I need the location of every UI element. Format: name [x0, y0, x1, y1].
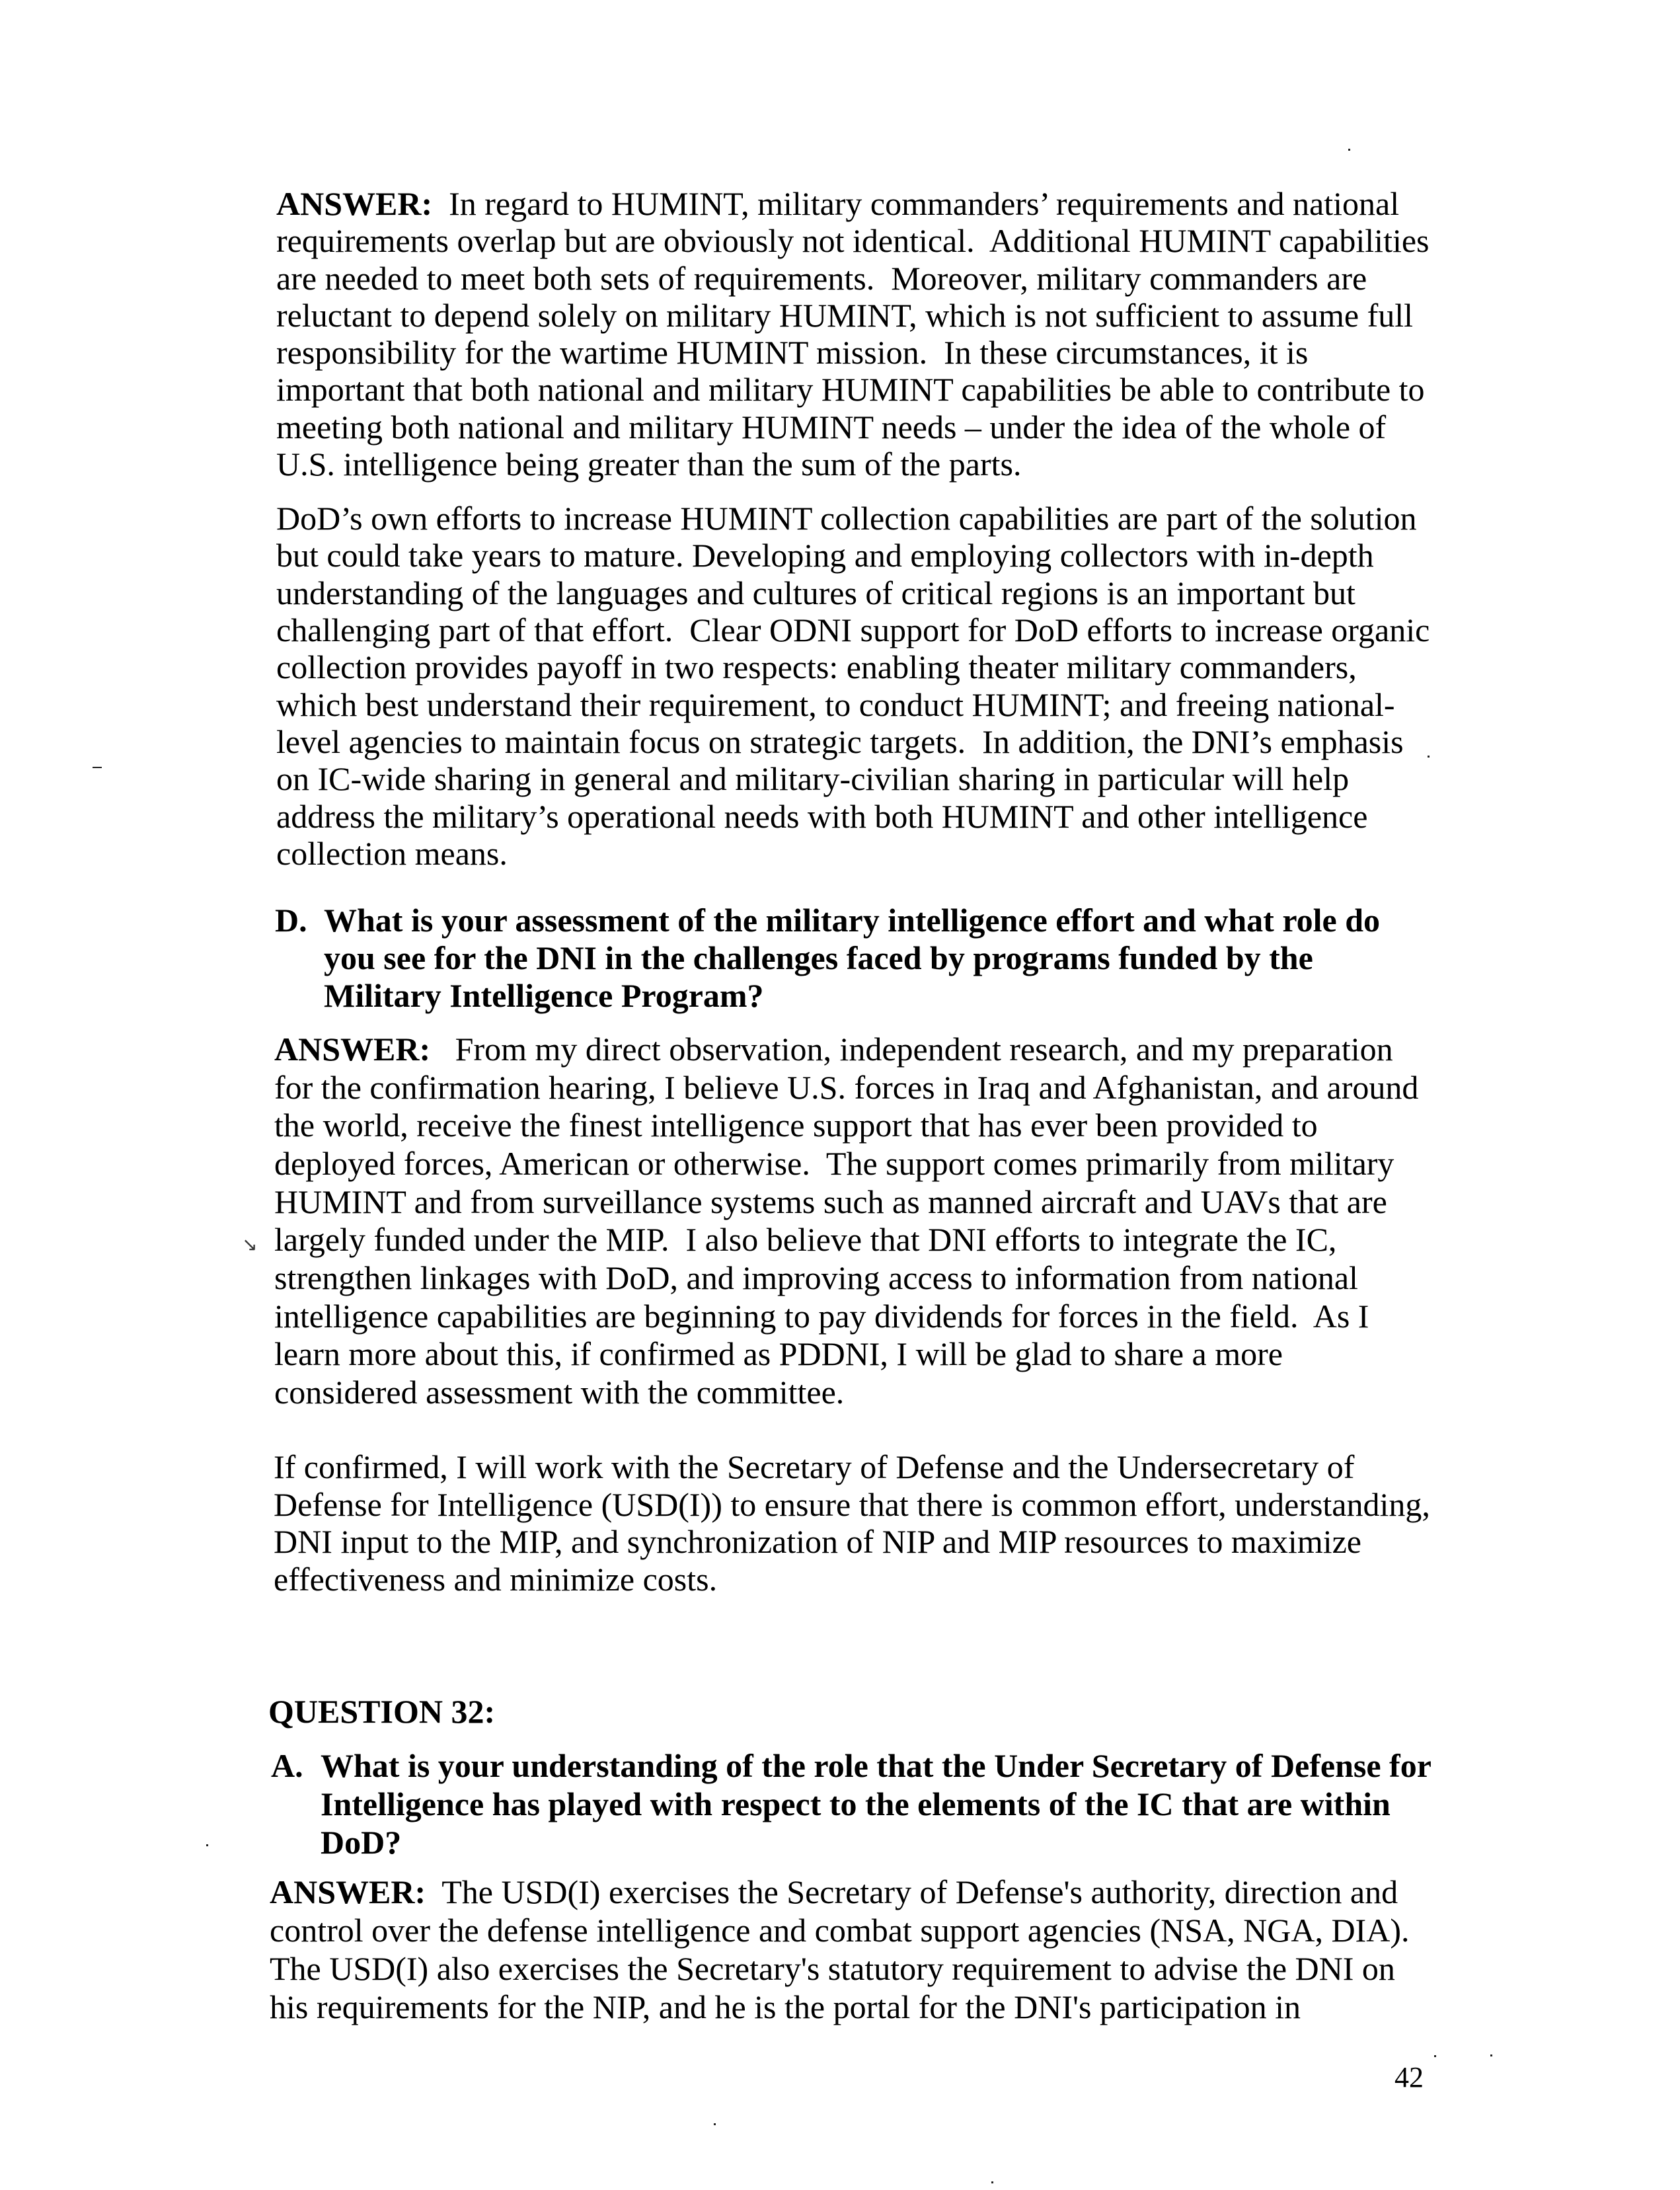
page-number: 42 — [1394, 2061, 1424, 2093]
answer-a-line-1 — [270, 1873, 1398, 1911]
answer-a-line-3: The USD(I) also exercises the Secretary's statutory requirement to advise the DNI on — [270, 1950, 1395, 1987]
paragraph-2-line-8: on IC-wide sharing in general and military-civilian sharing in particular will help — [276, 760, 1350, 797]
answer-text: The USD(I) exercises the Secretary of Defense's authority, direction and — [441, 1873, 1398, 1910]
question-d-label: D. — [275, 902, 307, 939]
answer-d-line-3: the world, receive the finest intelligence support that has ever been provided to — [274, 1107, 1318, 1144]
answer-label: ANSWER: — [274, 1031, 431, 1068]
scan-speck — [1490, 2054, 1492, 2056]
answer-d-line-2: for the confirmation hearing, I believe U.S. forces in Iraq and Afghanistan, and around — [274, 1069, 1419, 1106]
question-heading: QUESTION 32: — [268, 1693, 496, 1730]
paragraph-2-line-2: but could take years to mature. Developing and employing collectors with in-depth — [276, 537, 1374, 574]
answer-1-line-6: important that both national and military HUMINT capabilities be able to contribute to — [276, 371, 1425, 408]
answer-d-line-9: learn more about this, if confirmed as PDDNI, I will be glad to share a more — [274, 1335, 1283, 1372]
paragraph-confirmed-line-3: DNI input to the MIP, and synchronization of NIP and MIP resources to maximize — [274, 1523, 1361, 1560]
question-a-line-3: DoD? — [321, 1824, 402, 1861]
answer-d-line-7: strengthen linkages with DoD, and improving access to information from national — [274, 1259, 1358, 1296]
paragraph-2-line-5: collection provides payoff in two respects: enabling theater military commanders, — [276, 648, 1357, 685]
question-a-line-2: Intelligence has played with respect to the elements of the IC that are within — [321, 1785, 1391, 1822]
paragraph-2-line-7: level agencies to maintain focus on strategic targets. In addition, the DNI’s emphasis — [276, 723, 1404, 760]
question-a-line-1: What is your understanding of the role that the Under Secretary of Defense for — [321, 1747, 1432, 1784]
paragraph-confirmed-line-4: effectiveness and minimize costs. — [274, 1561, 718, 1598]
answer-text: From my direct observation, independent research, and my preparation — [447, 1031, 1393, 1068]
paragraph-confirmed-line-1: If confirmed, I will work with the Secretary of Defense and the Undersecretary of — [274, 1448, 1355, 1485]
answer-1-line-5: responsibility for the wartime HUMINT mission. In these circumstances, it is — [276, 334, 1309, 371]
answer-d-line-4: deployed forces, American or otherwise. The support comes primarily from military — [274, 1145, 1394, 1182]
scan-speck — [1434, 2055, 1436, 2057]
answer-label: ANSWER: — [270, 1873, 426, 1910]
answer-1-line-4: reluctant to depend solely on military HUMINT, which is not sufficient to assume full — [276, 297, 1414, 334]
answer-d-line-5: HUMINT and from surveillance systems such as manned aircraft and UAVs that are — [274, 1183, 1387, 1220]
answer-1-line-1 — [276, 185, 1399, 223]
paragraph-2-line-6: which best understand their requirement, to conduct HUMINT; and freeing national- — [276, 686, 1395, 723]
question-d-line-2: you see for the DNI in the challenges faced by programs funded by the — [324, 939, 1313, 976]
answer-1-line-8: U.S. intelligence being greater than the sum of the parts. — [276, 446, 1022, 483]
answer-label: ANSWER: — [276, 185, 433, 222]
scan-speck — [991, 2181, 993, 2183]
scan-speck — [714, 2123, 716, 2125]
paragraph-confirmed-line-2: Defense for Intelligence (USD(I)) to ensure that there is common effort, understanding, — [274, 1486, 1430, 1523]
answer-1-line-2: requirements overlap but are obviously not identical. Additional HUMINT capabilities — [276, 222, 1430, 259]
answer-a-line-2: control over the defense intelligence and combat support agencies (NSA, NGA, DIA). — [270, 1912, 1410, 1949]
question-a-label: A. — [271, 1747, 303, 1784]
answer-d-line-8: intelligence capabilities are beginning to pay dividends for forces in the field. As I — [274, 1298, 1369, 1335]
question-d-line-1: What is your assessment of the military intelligence effort and what role do — [324, 902, 1380, 939]
answer-1-line-3: are needed to meet both sets of requirements. Moreover, military commanders are — [276, 260, 1367, 297]
paragraph-2-line-4: challenging part of that effort. Clear ODNI support for DoD efforts to increase organic — [276, 611, 1430, 648]
paragraph-2-line-1: DoD’s own efforts to increase HUMINT collection capabilities are part of the solution — [276, 500, 1417, 537]
answer-text: In regard to HUMINT, military commanders’ requirements and national — [449, 185, 1400, 222]
answer-d-line-1 — [274, 1031, 1393, 1068]
answer-1-line-7: meeting both national and military HUMINT needs – under the idea of the whole of — [276, 409, 1387, 446]
paragraph-2-line-3: understanding of the languages and cultures of critical regions is an important but — [276, 574, 1355, 611]
scan-speck — [1428, 756, 1430, 758]
paragraph-2-line-9: address the military’s operational needs with both HUMINT and other intelligence — [276, 798, 1368, 835]
scan-speck — [1348, 149, 1350, 151]
scan-speck — [206, 1844, 208, 1846]
paragraph-2-line-10: collection means. — [276, 835, 508, 872]
answer-a-line-4: his requirements for the NIP, and he is the portal for the DNI's participation in — [270, 1988, 1301, 2025]
scan-speck — [93, 767, 102, 768]
answer-d-line-6: largely funded under the MIP. I also believe that DNI efforts to integrate the IC, — [274, 1221, 1337, 1258]
scan-mark: ↘ — [242, 1233, 258, 1255]
question-d-line-3: Military Intelligence Program? — [324, 977, 764, 1014]
answer-d-line-10: considered assessment with the committee. — [274, 1374, 845, 1411]
